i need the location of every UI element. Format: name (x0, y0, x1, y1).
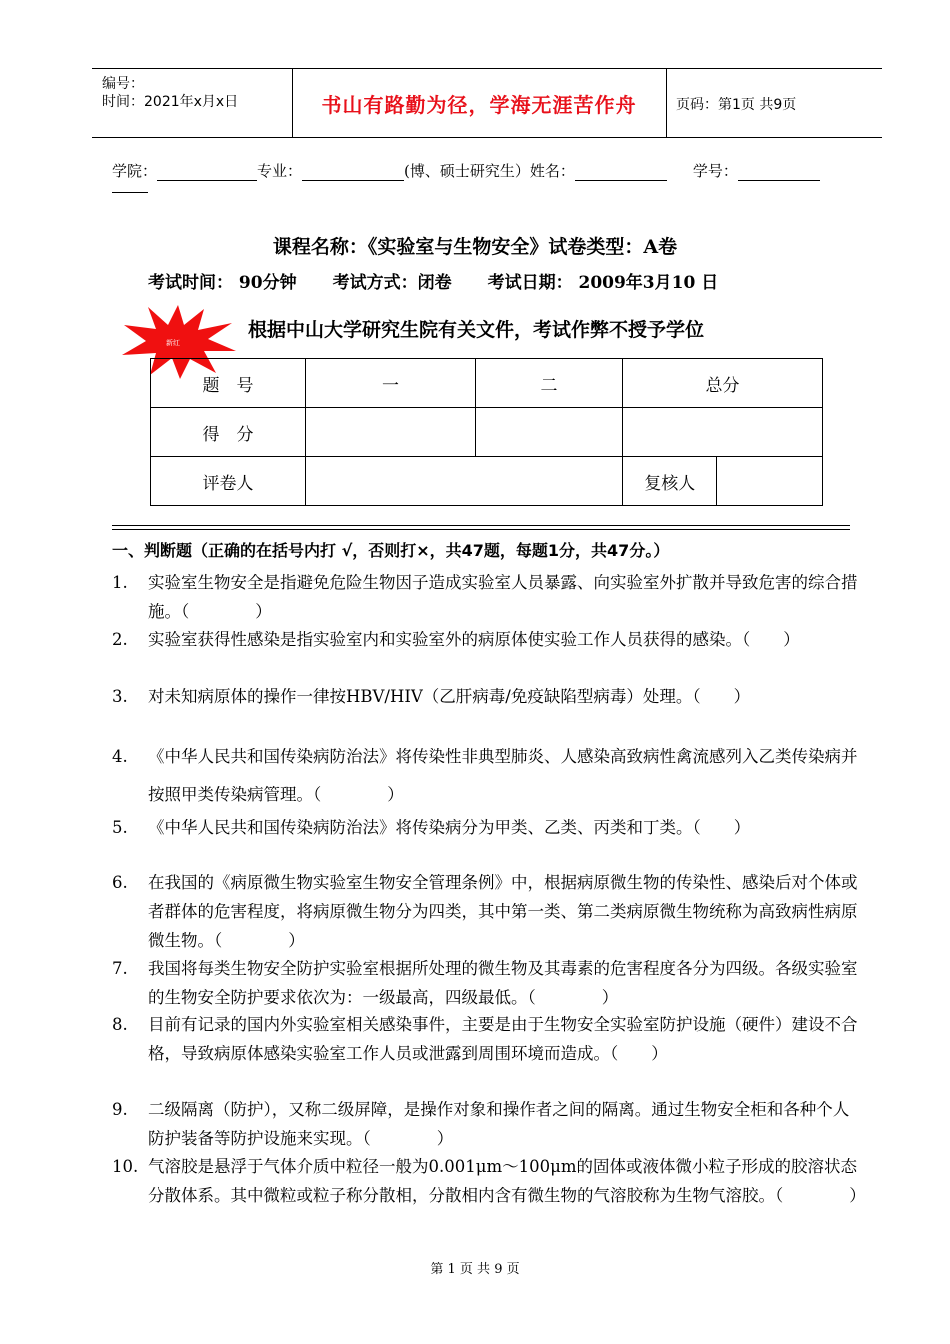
header-page-label: 页码：第1页 共9页 (676, 97, 797, 113)
table-row (151, 408, 823, 457)
question-text: 实验室获得性感染是指实验室内和实验室外的病原体使实验工作人员获得的感染。（ ） (148, 630, 800, 649)
name-blank (575, 164, 667, 181)
header-motto: 书山有路勤为径，学海无涯苦作舟 (321, 93, 637, 117)
question-number: 2. (112, 630, 128, 649)
college-label: 学院： (112, 162, 158, 180)
major-label: 专业： (257, 162, 303, 180)
time-label: 时间：2021年x月x日 (102, 94, 239, 110)
serial-label: 编号： (102, 76, 144, 92)
question-text: 气溶胶是悬浮于气体介质中粒径一般为0.001μm～100μm的固体或液体微小粒子形成的胶溶状态分散体系。其中微粒或粒子称分散相，分散相内含有微生物的气溶胶称为生物气溶胶。（ ） (148, 1157, 866, 1205)
score-cell-one[interactable] (306, 408, 476, 457)
question-text: 二级隔离（防护），又称二级屏障，是操作对象和操作者之间的隔离。通过生物安全柜和各种个人防护装备等防护设施来实现。（ ） (148, 1100, 850, 1148)
divider (112, 525, 850, 526)
score-label: 得 分 (151, 408, 306, 457)
question-number: 10. (112, 1157, 139, 1176)
question-text: 对未知病原体的操作一律按HBV/HIV（乙肝病毒/免疫缺陷型病毒）处理。（ ） (148, 687, 751, 706)
question-number: 4. (112, 747, 128, 766)
major-blank (302, 164, 404, 181)
question-number: 5. (112, 818, 128, 837)
table-row (151, 359, 823, 408)
page-footer: 第 1 页 共 9 页 (430, 1262, 520, 1277)
grader-cell[interactable] (306, 457, 623, 506)
student-id-blank-continued (112, 192, 148, 193)
question-number: 8. (112, 1015, 128, 1034)
question-number: 1. (112, 573, 128, 592)
question-no-header: 题 号 (151, 359, 306, 408)
col-two-header: 二 (476, 359, 623, 408)
total-header: 总分 (623, 359, 823, 408)
exam-info-row (148, 268, 754, 293)
exam-method: 考试方式：闭卷 (332, 273, 452, 293)
exam-date: 考试日期： 2009年3月10 日 (487, 273, 719, 293)
grader-label: 评卷人 (151, 457, 306, 506)
reviewer-cell[interactable] (717, 457, 823, 506)
table-row (151, 457, 823, 506)
document-header (92, 68, 882, 138)
question-number: 9. (112, 1100, 128, 1119)
cheating-warning: 根据中山大学研究生院有关文件，考试作弊不授予学位 (248, 319, 705, 341)
stamp-text: 新红 (166, 339, 180, 347)
question-text: 《中华人民共和国传染病防治法》将传染病分为甲类、乙类、丙类和丁类。（ ） (148, 818, 751, 837)
score-cell-total[interactable] (623, 408, 823, 457)
divider (112, 529, 850, 530)
question-number: 7. (112, 959, 128, 978)
score-table (150, 358, 823, 506)
course-title: 课程名称：《实验室与生物安全》试卷类型：A卷 (272, 236, 678, 258)
question-text: 在我国的《病原微生物实验室生物安全管理条例》中，根据病原微生物的传染性、感染后对个体或者群体的危害程度，将病原微生物分为四类，其中第一类、第二类病原微生物统称为高致病性病原微生物。（ ） (148, 873, 858, 950)
question-text: 我国将每类生物安全防护实验室根据所处理的微生物及其毒素的危害程度各分为四级。各级实验室的生物安全防护要求依次为：一级最高，四级最低。（ ） (148, 959, 858, 1007)
col-one-header: 一 (306, 359, 476, 408)
question-text: 目前有记录的国内外实验室相关感染事件，主要是由于生物安全实验室防护设施（硬件）建设不合格，导致病原体感染实验室工作人员或泄露到周围环境而造成。（ ） (148, 1015, 858, 1063)
question-text: 实验室生物安全是指避免危险生物因子造成实验室人员暴露、向实验室外扩散并导致危害的综合措施。（ ） (148, 573, 858, 621)
score-cell-two[interactable] (476, 408, 623, 457)
exam-time: 考试时间： 90分钟 (148, 273, 297, 293)
student-info-row (112, 160, 820, 181)
student-id-blank (738, 164, 820, 181)
header-divider (666, 69, 667, 137)
reviewer-label: 复核人 (623, 457, 717, 506)
question-number: 3. (112, 687, 128, 706)
question-number: 6. (112, 873, 128, 892)
name-label: (博、硕士研究生）姓名： (404, 162, 575, 180)
student-id-label: 学号： (692, 162, 738, 180)
question-text: 《中华人民共和国传染病防治法》将传染性非典型肺炎、人感染高致病性禽流感列入乙类传染病并按照甲类传染病管理。（ ） (148, 747, 858, 804)
section-title: 一、判断题（正确的在括号内打 √，否则打×，共47题，每题1分，共47分。） (112, 541, 670, 560)
college-blank (157, 164, 257, 181)
header-meta (102, 75, 238, 111)
